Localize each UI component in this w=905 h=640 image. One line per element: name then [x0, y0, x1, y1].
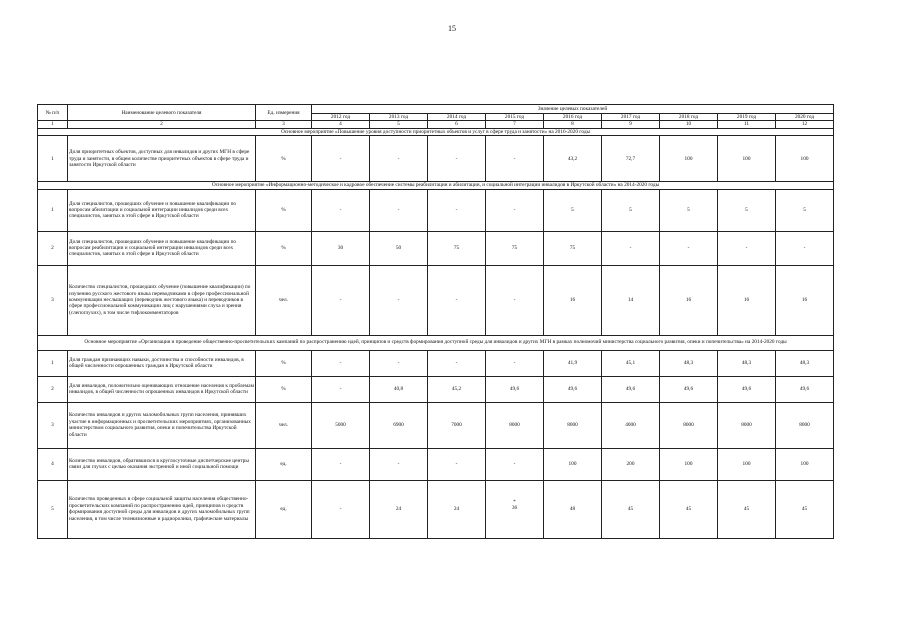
value-cell: 49,6: [602, 376, 660, 402]
table-row: [38, 265, 834, 335]
indicator-name: Доля специалистов, прошедших обучение и повышение квалификации по вопросам абилитации и социальной интеграции инвалидов среди всех специалистов, занятых в этой сфере в Иркутской области: [68, 189, 256, 231]
value-cell: 48,3: [776, 350, 834, 376]
indicator-name: Доля граждан признающих навыки, достоинства и способности инвалидов, в общей численности опрошенных граждан в Иркутской области: [68, 350, 256, 376]
header-num: № п/п: [38, 105, 68, 121]
row-number: 5: [38, 480, 68, 538]
header-year: 2018 год: [660, 114, 718, 121]
table-row: [38, 448, 834, 480]
value-cell: -: [312, 189, 370, 231]
row-number: 4: [38, 448, 68, 480]
column-number: 9: [602, 121, 660, 128]
value-cell: -: [602, 231, 660, 265]
column-number: 8: [544, 121, 602, 128]
value-cell: -: [486, 265, 544, 335]
value-cell: -: [370, 136, 428, 182]
value-cell: 49,6: [486, 376, 544, 402]
table-row: [38, 189, 834, 231]
header-year: 2020 год: [776, 114, 834, 121]
column-number: 5: [370, 121, 428, 128]
header-year: 2017 год: [602, 114, 660, 121]
value-cell: 45,1: [602, 350, 660, 376]
column-number: 7: [486, 121, 544, 128]
value-cell: 49,6: [660, 376, 718, 402]
value-cell: 43,2: [544, 136, 602, 182]
value-cell: -: [428, 265, 486, 335]
header-year: 2012 год: [312, 114, 370, 121]
indicator-unit: %: [256, 136, 312, 182]
value-cell: 49,6: [776, 376, 834, 402]
value-cell: 16: [544, 265, 602, 335]
value-cell: 8000: [776, 402, 834, 448]
table-row: [38, 136, 834, 182]
value-cell: 5000: [312, 402, 370, 448]
indicator-name: Доля приоритетных объектов, доступных для инвалидов и других МГН в сфере труда и занятости, в общем количестве приоритетных объектов в сфере труда и занятости Иркутской области: [68, 136, 256, 182]
value-text: 36: [511, 505, 518, 512]
indicator-unit: %: [256, 376, 312, 402]
value-cell: 5: [602, 189, 660, 231]
table-row: [38, 350, 834, 376]
value-cell: 45: [602, 480, 660, 538]
row-number: 1: [38, 136, 68, 182]
value-cell: 49,6: [718, 376, 776, 402]
table-row: [38, 376, 834, 402]
value-cell: -: [428, 189, 486, 231]
indicator-unit: %: [256, 189, 312, 231]
table-row: [38, 402, 834, 448]
value-cell: 100: [660, 136, 718, 182]
row-number: 3: [38, 402, 68, 448]
indicator-unit: ед.: [256, 448, 312, 480]
value-cell: 45,2: [428, 376, 486, 402]
value-cell: 48,3: [660, 350, 718, 376]
section-title: Основное мероприятие «Повышение уровня доступности приоритетных объектов и услуг в сфере труда и занятости» на 2016-2020 годы: [38, 128, 834, 135]
value-cell: 48,3: [718, 350, 776, 376]
indicator-unit: чел.: [256, 265, 312, 335]
column-number: 11: [718, 121, 776, 128]
value-cell: 75: [486, 231, 544, 265]
value-cell: 100: [718, 136, 776, 182]
row-number: 1: [38, 350, 68, 376]
indicator-unit: %: [256, 350, 312, 376]
value-cell: -: [312, 376, 370, 402]
row-number: 1: [38, 189, 68, 231]
value-cell: 24: [370, 480, 428, 538]
section-row: [38, 335, 834, 350]
value-cell: 49,6: [544, 376, 602, 402]
value-cell: 40,8: [370, 376, 428, 402]
value-cell: -: [370, 189, 428, 231]
value-cell: -: [428, 136, 486, 182]
value-cell: 200: [602, 448, 660, 480]
column-number: 10: [660, 121, 718, 128]
column-number: 2: [68, 121, 256, 128]
indicator-name: Количество инвалидов, обратившихся в круглосуточные диспетчерские центры связи для глухих с целью оказания экстренной и иной социальной помощи: [68, 448, 256, 480]
value-cell: 8000: [544, 402, 602, 448]
indicator-unit: чел.: [256, 402, 312, 448]
value-cell: 8000: [718, 402, 776, 448]
page-number: 15: [448, 24, 456, 33]
column-number: 12: [776, 121, 834, 128]
value-cell: 16: [776, 265, 834, 335]
value-cell: 24: [428, 480, 486, 538]
header-year: 2014 год: [428, 114, 486, 121]
column-number: 6: [428, 121, 486, 128]
value-cell: 45: [718, 480, 776, 538]
value-cell: 100: [718, 448, 776, 480]
value-cell: 6900: [370, 402, 428, 448]
value-cell: 5: [660, 189, 718, 231]
value-cell: 5: [544, 189, 602, 231]
indicator-name: Доля специалистов, прошедших обучение и повышение квалификации по вопросам реабилитации и социальной интеграции инвалидов среди всех специалистов, занятых в этой сфере в Иркутской области: [68, 231, 256, 265]
value-cell: 8000: [486, 402, 544, 448]
section-title: Основное мероприятие «Организация и проведение общественно-просветительских кампаний по распространению идей, принципов и средств формирования доступной среды для инвалидов и других МГН в рамках полномочий министерства социального развития, опеки и попечительства» на 2014-2020 годы: [38, 335, 834, 350]
indicator-name: Доля инвалидов, положительно оценивающих отношение населения к проблемам инвалидов, в общей численности опрошенных инвалидов в Иркутской области: [68, 376, 256, 402]
indicator-unit: %: [256, 231, 312, 265]
value-cell: -: [312, 136, 370, 182]
value-cell: -: [428, 448, 486, 480]
value-cell: 48: [544, 480, 602, 538]
header-unit: Ед. измерения: [256, 105, 312, 121]
value-cell: -: [776, 231, 834, 265]
value-cell: -: [370, 350, 428, 376]
value-cell: -: [486, 350, 544, 376]
value-cell: 100: [660, 448, 718, 480]
value-cell: 45: [660, 480, 718, 538]
value-cell: 100: [776, 448, 834, 480]
value-cell: -: [486, 189, 544, 231]
header-year: 2016 год: [544, 114, 602, 121]
target-indicators-table: [37, 104, 834, 539]
value-cell: 16: [718, 265, 776, 335]
asterisk-mark: *: [513, 500, 516, 506]
header-name: Наименование целевого показателя: [68, 105, 256, 121]
value-cell: 72,7: [602, 136, 660, 182]
value-cell: -: [660, 231, 718, 265]
value-cell: 8000: [660, 402, 718, 448]
indicator-name: Количество инвалидов и других маломобильных групп населения, принявших участие в информационных и просветительских мероприятиях, организованных министерством социального развития, опеки и попечительства Иркутской области: [68, 402, 256, 448]
value-cell: 41,9: [544, 350, 602, 376]
value-cell: 45: [776, 480, 834, 538]
value-cell: 50: [370, 231, 428, 265]
value-cell: 14: [602, 265, 660, 335]
value-cell: -: [486, 136, 544, 182]
value-cell: -: [370, 448, 428, 480]
column-number: 1: [38, 121, 68, 128]
value-cell-marked: [486, 480, 544, 538]
row-number: 2: [38, 376, 68, 402]
value-cell: 30: [312, 231, 370, 265]
value-cell: 100: [544, 448, 602, 480]
section-row: [38, 182, 834, 189]
row-number: 2: [38, 231, 68, 265]
table-row: [38, 480, 834, 538]
row-number: 3: [38, 265, 68, 335]
section-row: [38, 128, 834, 135]
section-title: Основное мероприятие «Информационно-методическое и кадровое обеспечение системы реабилитации и абилитации, и социальной интеграции инвалидов в Иркутской области» на 2014-2020 годы: [38, 182, 834, 189]
header-year: 2019 год: [718, 114, 776, 121]
value-cell: 7000: [428, 402, 486, 448]
value-cell: -: [718, 231, 776, 265]
header-values-group: Значение целевых показателей: [312, 105, 834, 114]
value-cell: -: [312, 350, 370, 376]
header-year: 2013 год: [370, 114, 428, 121]
value-cell: -: [428, 350, 486, 376]
value-cell: -: [312, 448, 370, 480]
indicator-unit: ед.: [256, 480, 312, 538]
header-year: 2015 год: [486, 114, 544, 121]
value-cell: -: [370, 265, 428, 335]
indicator-name: Количество проведенных в сфере социальной защиты населения общественно-просветительских компаний по распространению идей, принципов и средств формирования доступной среды для инвалидов и других маломобильных групп населения, в том числе телевизионные и радиоролики, графические материалы: [68, 480, 256, 538]
value-cell: 5: [718, 189, 776, 231]
value-cell: -: [312, 265, 370, 335]
value-cell: 100: [776, 136, 834, 182]
value-cell: 16: [660, 265, 718, 335]
value-cell: 75: [544, 231, 602, 265]
value-cell: 5: [776, 189, 834, 231]
table-row: [38, 231, 834, 265]
value-cell: -: [486, 448, 544, 480]
column-number: 3: [256, 121, 312, 128]
column-number: 4: [312, 121, 370, 128]
value-cell: 4000: [602, 402, 660, 448]
value-cell: -: [312, 480, 370, 538]
indicator-name: Количество специалистов, прошедших обучение (повышение квалификации) по изучению русского жестового языка переводчиками в сфере профессиональной коммуникации неслышащих (переводчик жестового языка) и переводчиков в сфере профессиональной коммуникации лиц с нарушениями слуха и зрения (слепоглухих), в том числе тифлокомментаторов: [68, 265, 256, 335]
value-cell: 75: [428, 231, 486, 265]
